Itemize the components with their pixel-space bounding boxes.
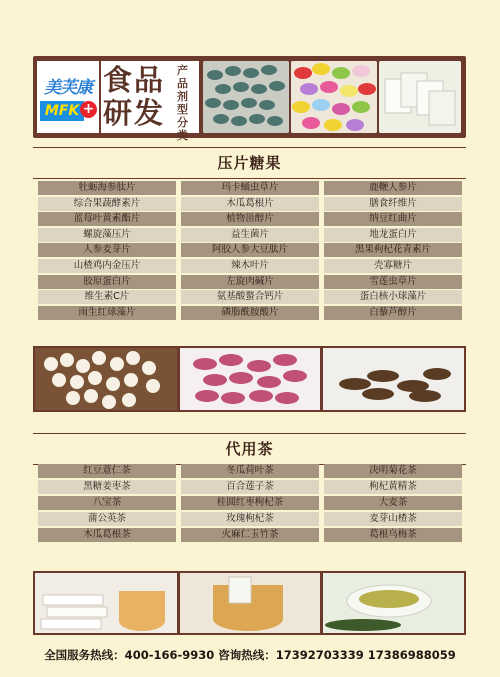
list-item: 八宝茶: [38, 496, 176, 510]
banner-title: 食品研发: [103, 63, 166, 130]
list-item: 冬瓜荷叶茶: [181, 464, 319, 478]
list-item: 枸杞黄精茶: [324, 480, 462, 494]
list-item: 桂圆红枣枸杞茶: [181, 496, 319, 510]
hotline-footer: 全国服务热线：400-166-9930 咨询热线：17392703339 17386988059: [44, 648, 456, 662]
list-item: 雨生红球藻片: [38, 306, 176, 320]
logo-chinese-text: 美芙康: [44, 78, 92, 98]
list-item: 蛋白核小球藻片: [324, 290, 462, 304]
sachet-packets-photo: [379, 61, 461, 133]
list-item: 山楂鸡内金压片: [38, 259, 176, 273]
list-item: 牡蛎海参肽片: [38, 181, 176, 195]
list-item: 胶原蛋白片: [38, 275, 176, 289]
banner-title-box: [101, 61, 199, 142]
list-item: 雪莲虫草片: [324, 275, 462, 289]
section-substitute-tea-heading: [33, 433, 466, 465]
list-item: 麦芽山楂茶: [324, 512, 462, 526]
list-item: 木瓜葛根茶: [38, 528, 176, 542]
list-item: 纳豆红曲片: [324, 212, 462, 226]
list-item: 百合莲子茶: [181, 480, 319, 494]
list-item: 左旋肉碱片: [181, 275, 319, 289]
list-item: 木瓜葛根片: [181, 197, 319, 211]
list-item: 黑糖姜枣茶: [38, 480, 176, 494]
brand-logo: [37, 61, 99, 133]
list-item: 磷脂酰胺酸片: [181, 306, 319, 320]
list-item: 氨基酸螯合钙片: [181, 290, 319, 304]
list-item: 阿胶人参大豆肽片: [181, 243, 319, 257]
list-item: 螺旋藻压片: [38, 228, 176, 242]
list-item: 辣木叶片: [181, 259, 319, 273]
list-item: 火麻仁玉竹茶: [181, 528, 319, 542]
list-item: 红豆薏仁茶: [38, 464, 176, 478]
list-item: 鹿鞭人参片: [324, 181, 462, 195]
plus-icon: +: [80, 101, 97, 118]
list-item: 维生素C片: [38, 290, 176, 304]
logo-english-text: MFK: [40, 101, 84, 121]
section-title: 代用茶: [225, 440, 274, 458]
list-item: 玛卡蛹虫草片: [181, 181, 319, 195]
list-item: 蒲公英茶: [38, 512, 176, 526]
green-tablets-photo: [203, 61, 289, 133]
list-item: 决明菊花茶: [324, 464, 462, 478]
list-item: 植物甾醇片: [181, 212, 319, 226]
pressed-candy-list: [38, 181, 462, 321]
list-item: 黑果枸杞花青素片: [324, 243, 462, 257]
substitute-tea-list: [38, 464, 462, 544]
list-item: 人参麦芽片: [38, 243, 176, 257]
section-title: 压片糖果: [217, 154, 282, 172]
list-item: 白藜芦醇片: [324, 306, 462, 320]
list-item: 玫瑰枸杞茶: [181, 512, 319, 526]
colorful-candy-photo: [291, 61, 377, 133]
list-item: 地龙蛋白片: [324, 228, 462, 242]
banner-subtitle: 产品剂型分类: [177, 64, 188, 142]
header-banner: [33, 56, 466, 142]
list-item: 壳寡糖片: [324, 259, 462, 273]
tea-photo-strip: [33, 571, 466, 635]
list-item: 综合果蔬酵素片: [38, 197, 176, 211]
list-item: 膳食纤维片: [324, 197, 462, 211]
list-item: 葛根乌梅茶: [324, 528, 462, 542]
list-item: 益生菌片: [181, 228, 319, 242]
section-pressed-candy-heading: [33, 147, 466, 179]
list-item: 蓝莓叶黄素酯片: [38, 212, 176, 226]
tablets-photo-strip: [33, 346, 466, 412]
list-item: 大麦茶: [324, 496, 462, 510]
